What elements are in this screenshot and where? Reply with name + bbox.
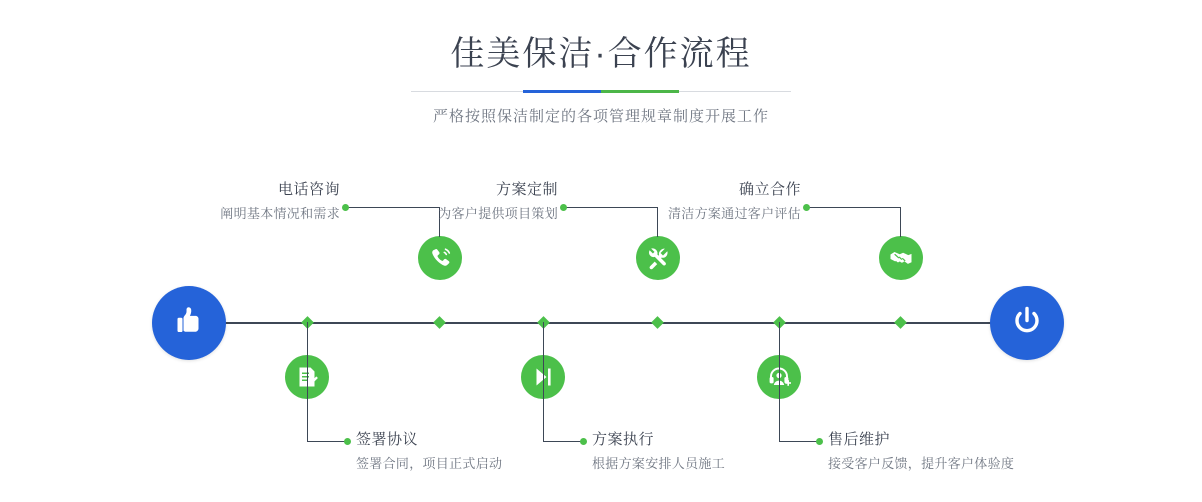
step-title-1: 电话咨询 xyxy=(277,181,340,198)
step-desc-6: 接受客户反馈，提升客户体验度 xyxy=(828,456,1015,471)
step-label-1 xyxy=(90,180,340,224)
axis-marker-5 xyxy=(894,316,907,329)
header xyxy=(0,32,1202,126)
step-title-2: 签署协议 xyxy=(356,431,419,448)
step-desc-3: 为客户提供项目策划 xyxy=(438,206,558,221)
page-title: 佳美保洁·合作流程 xyxy=(450,35,752,73)
step-node-3[interactable] xyxy=(636,236,680,280)
handshake-icon xyxy=(888,245,914,271)
connector-dot-5 xyxy=(803,204,810,211)
connector-6-vertical xyxy=(779,322,780,442)
step-title-4: 方案执行 xyxy=(592,431,655,448)
connector-dot-6 xyxy=(816,438,823,445)
divider-accent-blue xyxy=(523,90,601,93)
step-label-2 xyxy=(356,430,596,474)
connector-2-horizontal xyxy=(307,441,347,442)
step-label-4 xyxy=(592,430,842,474)
step-title-6: 售后维护 xyxy=(828,431,891,448)
page-subtitle: 严格按照保洁制定的各项管理规章制度开展工作 xyxy=(432,108,769,125)
connector-2-vertical xyxy=(307,322,308,442)
step-title-3: 方案定制 xyxy=(495,181,558,198)
power-icon xyxy=(1007,301,1047,346)
connector-4-horizontal xyxy=(543,441,583,442)
timeline-axis xyxy=(160,322,1040,324)
start-endpoint xyxy=(152,286,226,360)
step-desc-4: 根据方案安排人员施工 xyxy=(592,456,726,471)
step-node-5[interactable] xyxy=(879,236,923,280)
tools-icon xyxy=(645,245,671,271)
end-endpoint xyxy=(990,286,1064,360)
step-label-3 xyxy=(308,180,558,224)
step-desc-1: 阐明基本情况和需求 xyxy=(220,206,340,221)
connector-5-horizontal xyxy=(806,207,901,208)
step-node-1[interactable] xyxy=(418,236,462,280)
connector-dot-4 xyxy=(580,438,587,445)
step-desc-2: 签署合同，项目正式启动 xyxy=(356,456,503,471)
connector-6-horizontal xyxy=(779,441,819,442)
connector-4-vertical xyxy=(543,322,544,442)
axis-marker-3 xyxy=(651,316,664,329)
step-desc-5: 清洁方案通过客户评估 xyxy=(667,206,801,221)
connector-dot-2 xyxy=(344,438,351,445)
timeline xyxy=(0,155,1202,485)
axis-marker-1 xyxy=(433,316,446,329)
step-title-5: 确立合作 xyxy=(738,181,801,198)
divider-accent-green xyxy=(601,90,679,93)
connector-5-vertical xyxy=(900,207,901,237)
step-label-6 xyxy=(828,430,1088,474)
title-divider xyxy=(411,90,791,93)
thumbs-up-icon xyxy=(169,301,209,346)
phone-ring-icon xyxy=(427,245,453,271)
step-label-5 xyxy=(551,180,801,224)
